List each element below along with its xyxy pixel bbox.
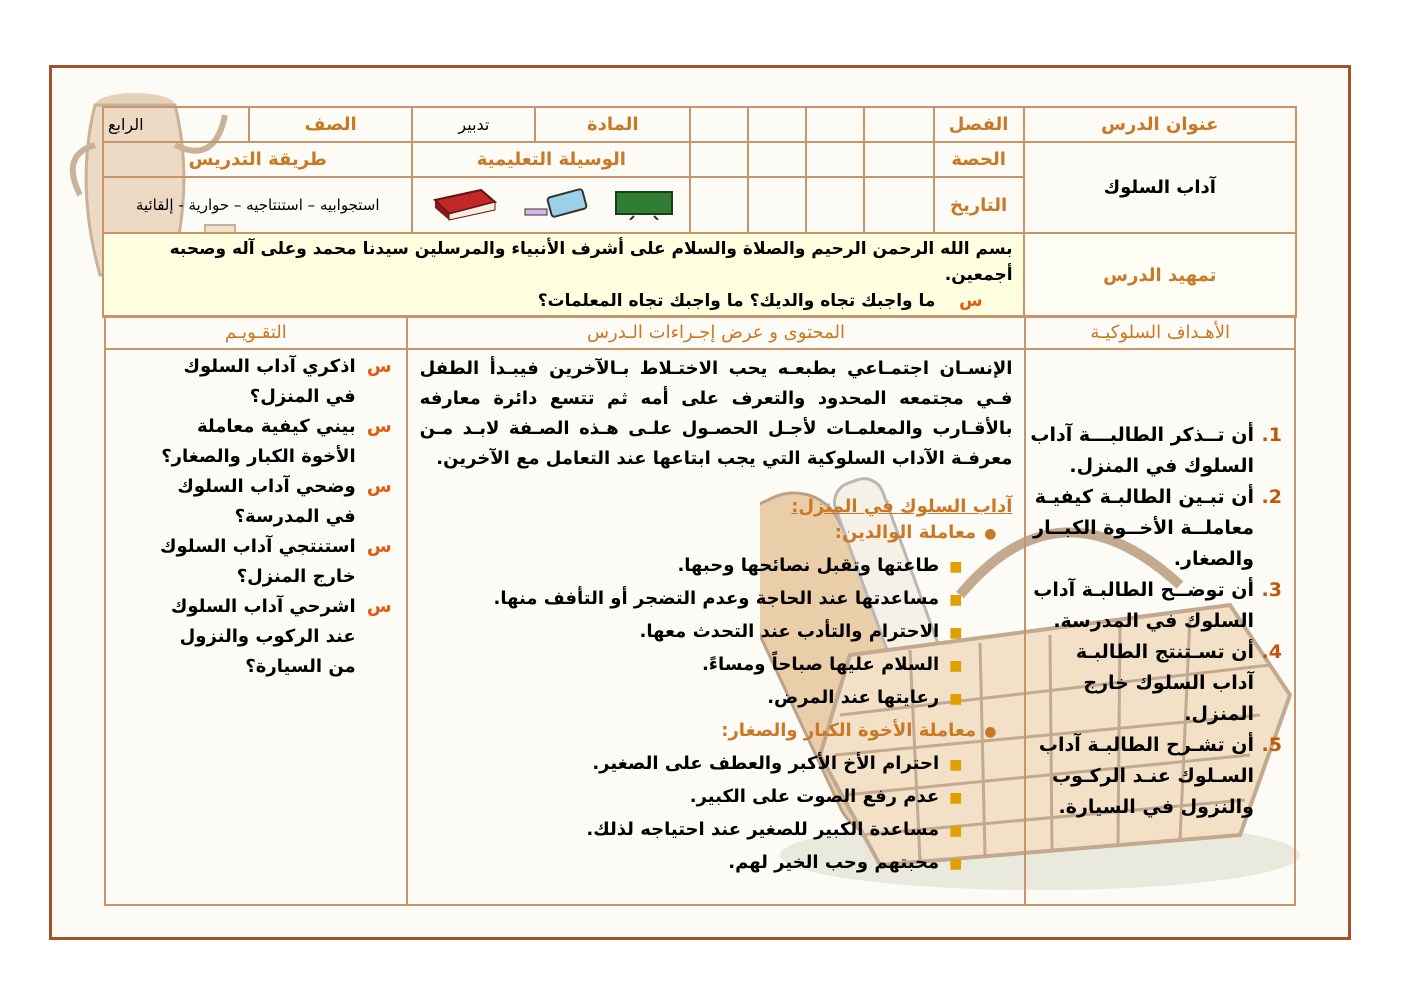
home-heading: آداب السلوك في المنزل:: [791, 496, 1013, 517]
subject-label: المادة: [535, 107, 690, 142]
semester-label: الفصل: [934, 107, 1024, 142]
method-label: طريقة التدريس: [103, 142, 412, 177]
list-item: 5. أن تشـرح الطالبـة آداب السـلوك عنـد الركـوب والنزول في السيارة.: [1038, 734, 1282, 818]
list-item: ■محبتهم وحب الخير لهم.: [728, 852, 963, 873]
objectives-list: [1030, 420, 1290, 823]
intro-text: [103, 233, 1024, 317]
evaluation-header: التقـويـم: [105, 316, 407, 349]
lesson-title-label: عنوان الدرس: [1024, 107, 1296, 142]
chalk-eraser-icon: [521, 187, 591, 223]
list-item: س اشرحي آداب السلوك عند الركوب والنزول من السيارة؟: [170, 596, 392, 677]
objectives-header: الأهـداف السلوكيـة: [1025, 316, 1295, 349]
list-item: ■طاعتها وتقبل نصائحها وحبها.: [677, 555, 963, 576]
intro-label: تمهيد الدرس: [1024, 233, 1296, 317]
evaluation-cell: [105, 349, 407, 905]
parents-heading: ●معاملة الوالدين:: [834, 522, 997, 543]
subject-value: تدبير: [412, 107, 535, 142]
chalkboard-icon: [614, 190, 674, 220]
header-table: [102, 106, 1297, 318]
intro-line-1: بسم الله الرحمن الرحيم والصلاة والسلام على أشرف الأنبياء والمرسلين سيدنا محمد وعلى آله وصحبه أجمعين.: [169, 239, 1013, 285]
intro-line-2: ما واجبك تجاه والديك؟ ما واجبك تجاه المعلمات؟: [537, 291, 936, 311]
list-item: 1. أن تــذكر الطالبـــة آداب السلوك في المنزل.: [1030, 424, 1282, 477]
date-label: التاريخ: [934, 177, 1024, 233]
content-cell: [407, 349, 1026, 905]
lesson-body-table: [104, 315, 1296, 906]
list-item: 3. أن توضــح الطالبـة آداب السلوك في المدرسة.: [1033, 579, 1282, 632]
content-header: المحتوى و عرض إجـراءات الـدرس: [407, 316, 1026, 349]
siblings-list: [412, 748, 1021, 880]
list-item: س وضحي آداب السلوك في المدرسة؟: [177, 476, 392, 527]
evaluation-list: [110, 352, 402, 682]
lesson-title-value: آداب السلوك: [1024, 142, 1296, 233]
parents-list: [412, 550, 1021, 715]
list-item: ■مساعدتها عند الحاجة وعدم التضجر أو التأفف منها.: [493, 588, 963, 609]
method-value: استجوابيه – استنتاجيه – حوارية - إلقائية: [103, 177, 412, 233]
period-label: الحصة: [934, 142, 1024, 177]
list-item: 4. أن تسـتنتج الطالبـة آداب السلوك خارج المنزل.: [1075, 641, 1282, 725]
list-item: ■مساعدة الكبير للصغير عند احتياجه لذلك.: [586, 819, 963, 840]
class-value: الرابع: [103, 107, 249, 142]
teaching-aids: [412, 177, 690, 233]
class-label: الصف: [249, 107, 413, 142]
list-item: ■الاحترام والتأدب عند التحدث معها.: [639, 621, 963, 642]
list-item: س استنتجي آداب السلوك خارج المنزل؟: [160, 536, 392, 587]
book-icon: [429, 186, 499, 224]
question-marker: س: [959, 291, 983, 311]
list-item: ■عدم رفع الصوت على الكبير.: [689, 786, 963, 807]
list-item: ■السلام عليها صباحاً ومساءً.: [701, 654, 963, 675]
aid-label: الوسيلة التعليمية: [412, 142, 690, 177]
list-item: س اذكري آداب السلوك في المنزل؟: [183, 356, 392, 407]
list-item: 2. أن تبـين الطالبـة كيفيـة معاملــة الأخــوة الكبــار والصغار.: [1033, 486, 1282, 570]
siblings-heading: ●معاملة الأخوة الكبار والصغار:: [721, 720, 997, 741]
list-item: ■احترام الأخ الأكبر والعطف على الصغير.: [592, 753, 963, 774]
list-item: ■رعايتها عند المرض.: [767, 687, 963, 708]
list-item: س بيني كيفية معاملة الأخوة الكبار والصغار؟: [161, 416, 392, 467]
objectives-cell: [1025, 349, 1295, 905]
content-paragraph: الإنسـان اجتمـاعي بطبعـه يحب الاختـلاط بـالآخرين فيبـدأ الطفل فـي مجتمعه المحدود والتعرف على أمه ثم تتسع دائرة معارفه بالأقـارب والمعلمـات لأجـل الحصـول علـى هـذه الصـفة لابـد مـن معرفـة الآداب السلوكية التي يجب ابتاعها عند التعامل مع الآخرين.: [419, 358, 1013, 469]
